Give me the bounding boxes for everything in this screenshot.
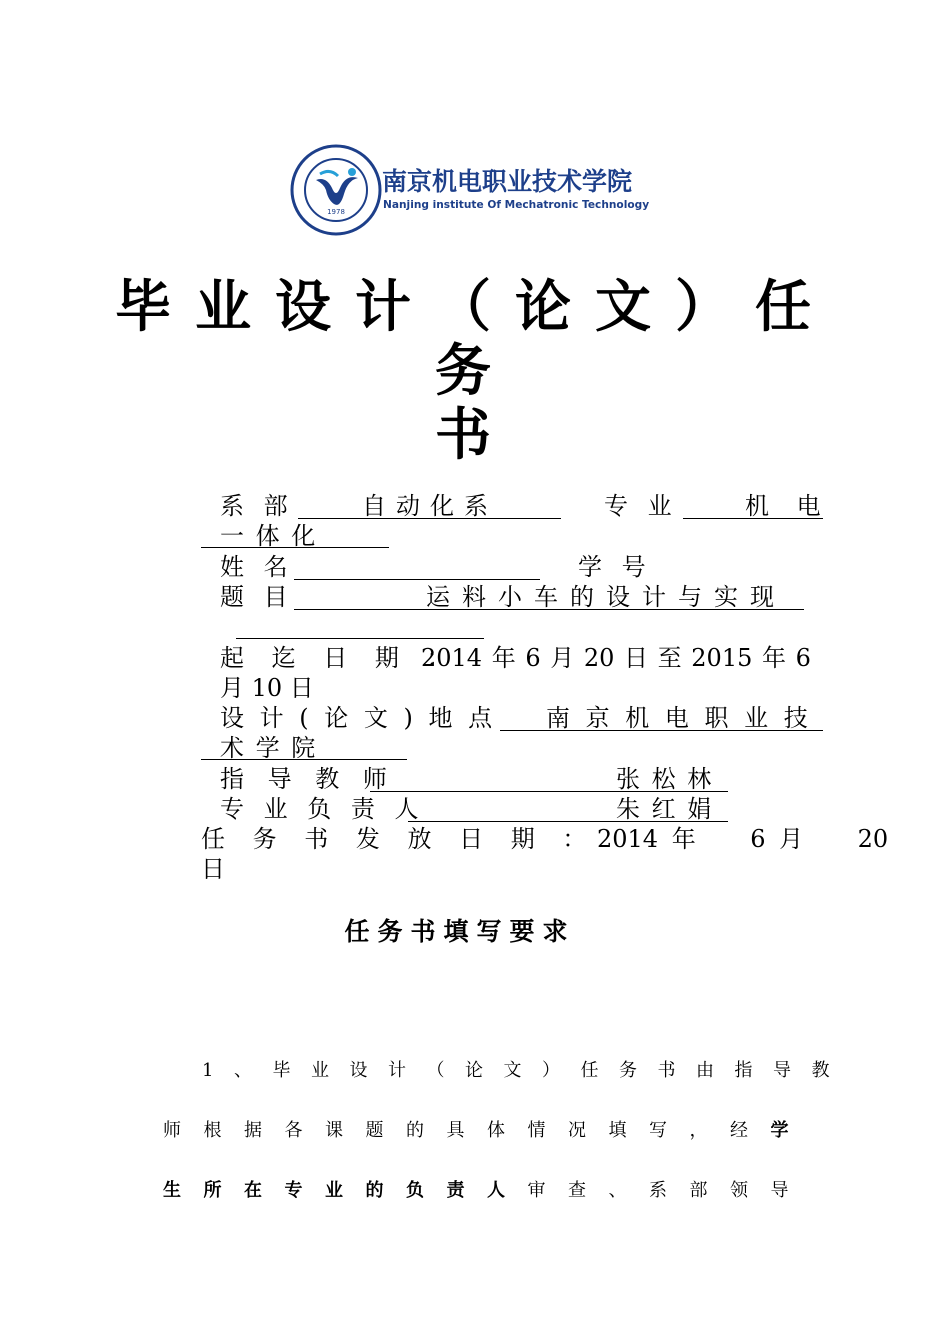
place-label: 设 计 ( 论 文 ) 地 点 (220, 704, 497, 732)
title-line-2: 书 (435, 403, 515, 468)
requirements-line-2 (163, 1116, 811, 1142)
place-value-2: 术 学 院 (220, 734, 318, 762)
name-label: 姓 名 (220, 553, 294, 581)
seal-ring-text (290, 144, 323, 145)
issue-date-value: 2014 年 6 月 20 (597, 825, 889, 853)
topic-underline-2 (236, 637, 484, 639)
place-value-1: 南 京 机 电 职 业 技 (546, 704, 812, 732)
college-seal-icon (290, 144, 382, 236)
topic-label: 题 目 (220, 583, 294, 611)
document-title (110, 276, 840, 468)
name-underline (294, 578, 540, 580)
college-name-cn: 南京机电职业技术学院 (382, 167, 633, 196)
requirements-line-3-text: 审查、系部领导 (527, 1180, 811, 1201)
issue-date-value-2: 日 (201, 855, 235, 883)
major-head-label: 专 业 负 责 人 (220, 795, 425, 823)
requirements-line-2-text: 师根据各课题的具体情况填写，经 (163, 1120, 771, 1141)
student-no-label: 学 号 (578, 553, 652, 581)
period-label: 起 迄 日 期 ： (220, 644, 461, 672)
issue-date-label: 任 务 书 发 放 日 期 ： (201, 825, 597, 853)
dept-label: 系 部 (220, 492, 294, 520)
requirements-line-1: 1、毕业设计（论文）任务书由指导教 (202, 1060, 850, 1081)
major-label: 专 业 (604, 492, 678, 520)
advisor-value: 张 松 林 (616, 765, 714, 793)
requirements-line-2-bold: 学 (770, 1120, 811, 1141)
requirements-title: 任务书填写要求 (344, 917, 576, 946)
period-value-2: 月 10 日 (220, 674, 314, 702)
seal-year: 1978 (327, 208, 345, 216)
title-line-1: 毕业设计（论文）任务 (115, 275, 835, 404)
requirements-line-3-bold: 生所在专业的负责人 (163, 1180, 528, 1201)
advisor-label: 指 导 教 师 (220, 765, 395, 793)
requirements-line-3 (163, 1176, 811, 1202)
period-value-1: 2014 年 6 月 20 日 至 2015 年 6 (421, 644, 811, 672)
dept-value: 自动化系 (362, 492, 498, 520)
topic-value: 运料小车的设计与实现 (426, 583, 786, 611)
major-value-1: 机 电 (745, 492, 831, 520)
college-logo (290, 144, 660, 236)
major-head-value: 朱 红 娟 (616, 795, 714, 823)
college-name-en: Nanjing institute Of Mechatronic Technology (383, 199, 650, 211)
major-value-2: 一 体 化 (220, 522, 318, 550)
